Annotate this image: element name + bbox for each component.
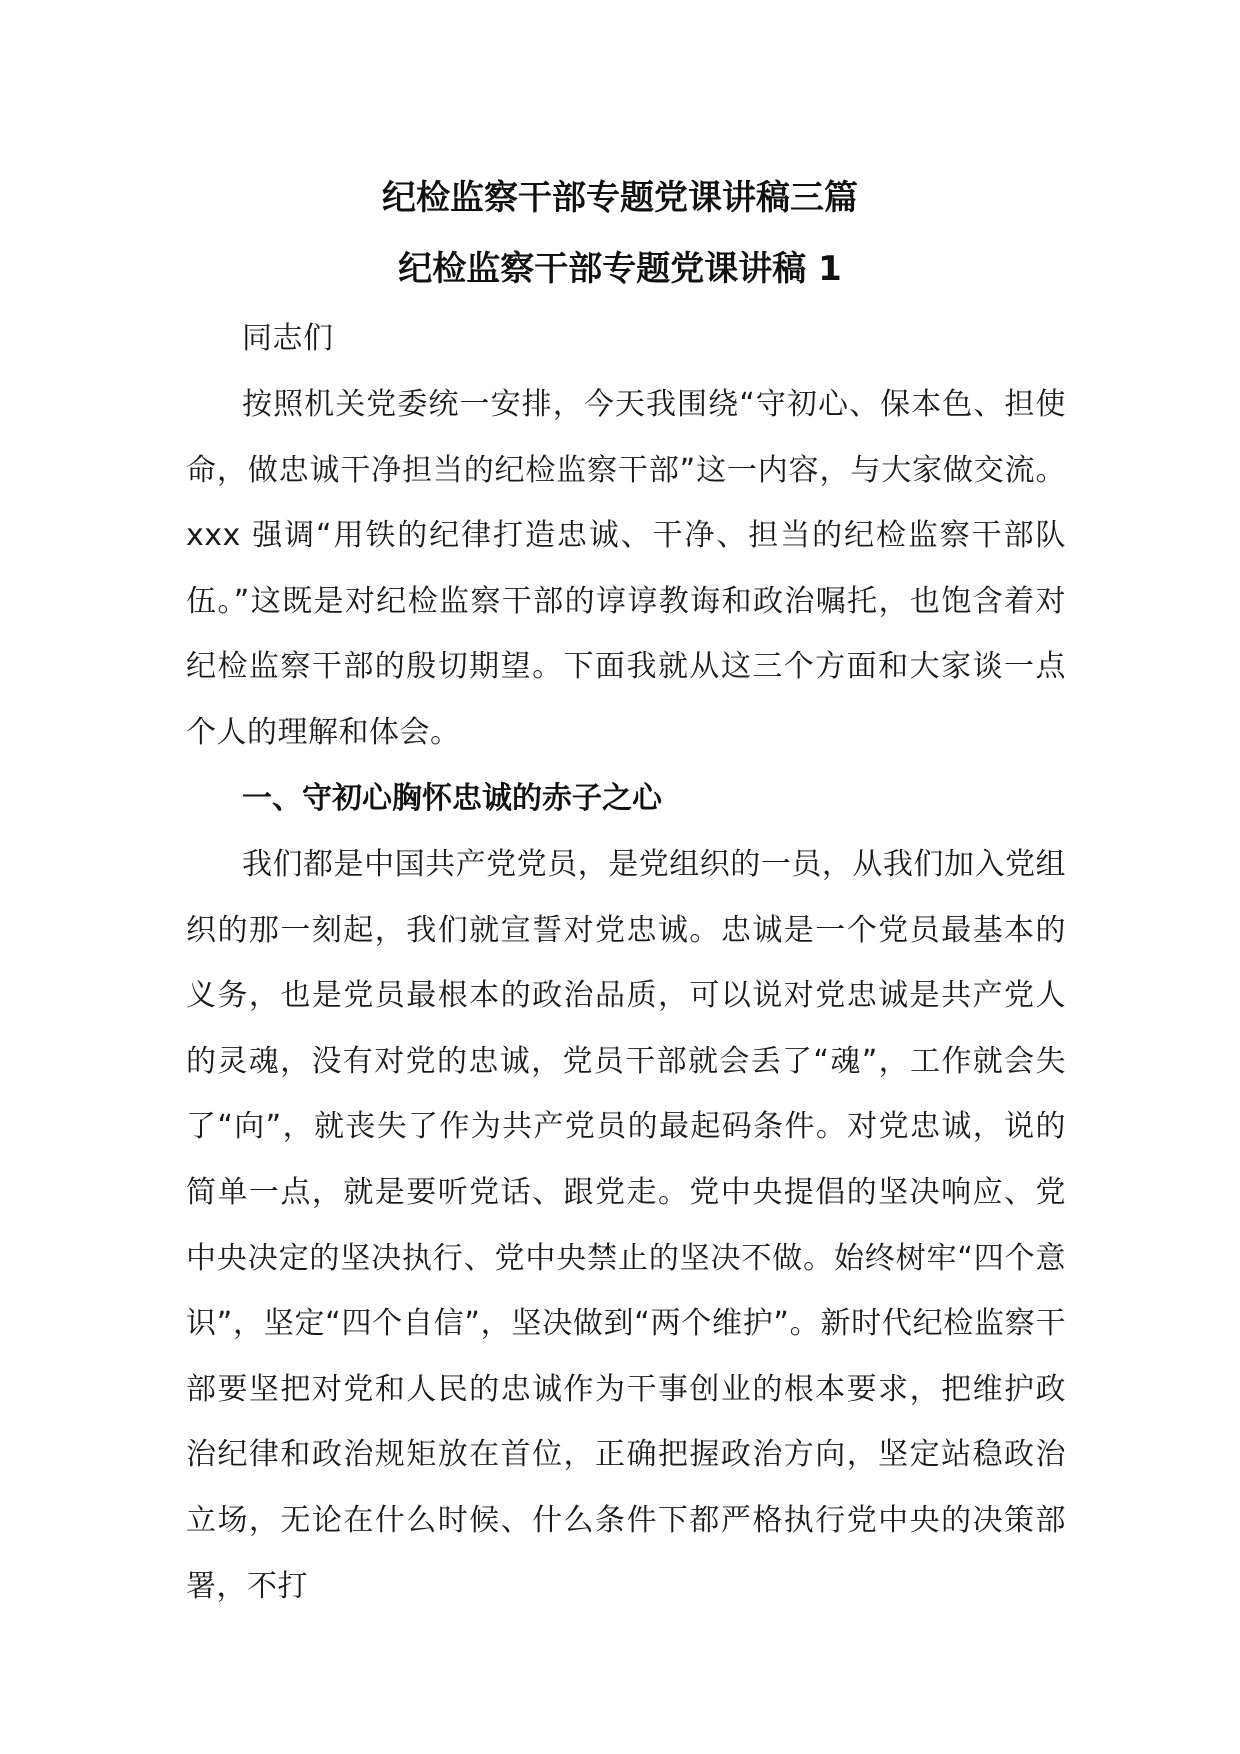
document-subtitle: 纪检监察干部专题党课讲稿 1 [398, 249, 842, 289]
document-title: 纪检监察干部专题党课讲稿三篇 [382, 178, 858, 218]
section-one-heading: 一、守初心胸怀忠诚的赤子之心 [242, 781, 662, 816]
section-one-paragraph: 我们都是中国共产党党员，是党组织的一员，从我们加入党组织的那一刻起，我们就宣誓对党忠诚。忠诚是一个党员最基本的义务，也是党员最根本的政治品质，可以说对党忠诚是共产党人的灵魂，没有对党的忠诚，党员干部就会丢了“魂”，工作就会失了“向”，就丧失了作为共产党员的最起码条件。对党忠诚，说的简单一点，就是要听党话、跟党走。党中央提倡的坚决响应、党中央决定的坚决执行、党中央禁止的坚决不做。始终树牢“四个意识”，坚定“四个自信”，坚决做到“两个维护”。新时代纪检监察干部要坚把对党和人民的忠诚作为干事创业的根本要求，把维护政治纪律和政治规矩放在首位，正确把握政治方向，坚定站稳政治立场，无论在什么时候、什么条件下都严格执行党中央的决策部署，不打 [186, 847, 1066, 1604]
intro-paragraph: 按照机关党委统一安排，今天我围绕“守初心、保本色、担使命，做忠诚干净担当的纪检监察干部”这一内容，与大家做交流。xxx 强调“用铁的纪律打造忠诚、干净、担当的纪检监察干部队伍。”这既是对纪检监察干部的谆谆教诲和政治嘱托，也饱含着对纪检监察干部的殷切期望。下面我就从这三个方面和大家谈一点个人的理解和体会。 [186, 387, 1066, 750]
greeting-text: 同志们 [242, 321, 334, 356]
